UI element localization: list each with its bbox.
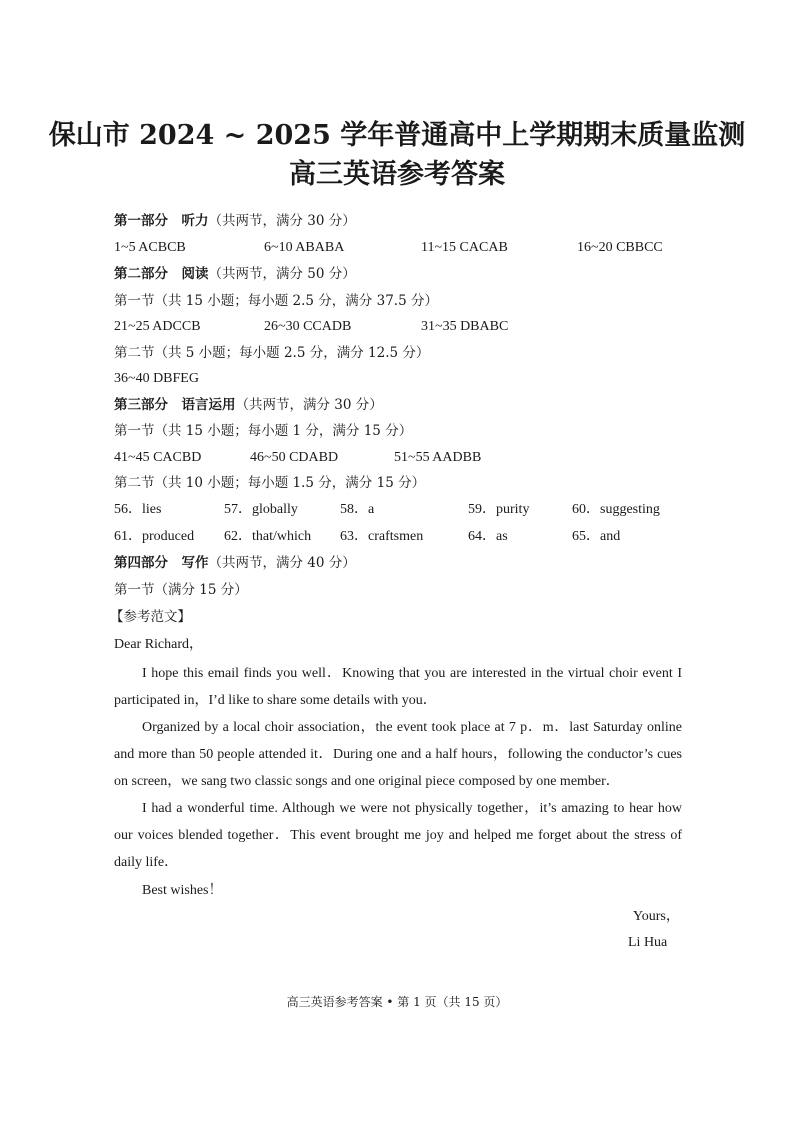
part3-section2: 第二节（共 10 小题；每小题 1.5 分，满分 15 分） [114,475,426,491]
answer-item: 56．lies [114,502,162,517]
answer-group: 11~15 CACAB [421,240,508,255]
letter-salutation: Dear Richard， [114,637,204,652]
answer-group: 21~25 ADCCB [114,319,201,334]
letter-paragraph: I hope this email finds you well．Knowing that you are interested in the virtual choir event I participated in，I’d like to share some details with you． [114,666,682,708]
part4-heading: 第四部分 写作 [114,555,209,571]
answer-group: 31~35 DBABC [421,319,509,334]
letter-wishes: Best wishes！ [142,883,223,898]
letter-signature: Li Hua [628,935,668,950]
letter-signoff: Yours， [633,909,680,924]
answer-group: 46~50 CDABD [250,450,339,465]
answer-item: 63．craftsmen [340,529,424,544]
page-title: 保山市 2024 ~ 2025 学年普通高中上学期期末质量监测 [48,120,746,151]
part4-section1: 第一节（满分 15 分） [114,582,248,598]
answer-item: 65．and [572,529,621,544]
part1-heading: 第一部分 听力 [114,213,209,229]
answer-item: 61．produced [114,529,195,544]
part1-note: （共两节，满分 30 分） [208,213,356,229]
part1-header [114,212,356,230]
answer-item: 64．as [468,529,508,544]
answer-group: 36~40 DBFEG [114,371,199,386]
answer-item: 59．purity [468,502,530,517]
sample-essay-label: 【参考范文】 [110,609,191,625]
answer-group: 51~55 AADBB [394,450,482,465]
answer-group: 6~10 ABABA [264,240,345,255]
part3-note: （共两节，满分 30 分） [235,397,383,413]
part2-section2: 第二节（共 5 小题；每小题 2.5 分，满分 12.5 分） [114,345,430,361]
part2-header [114,265,356,283]
answer-item: 62．that/which [224,529,312,544]
answer-item: 58．a [340,502,375,517]
letter-paragraph: I had a wonderful time. Although we were not physically together，it’s amazing to hear how our voices blended together．This event brought me joy and helped me forget about the stress of daily life． [114,801,682,870]
page-subtitle: 高三英语参考答案 [289,159,505,190]
part4-note: （共两节，满分 40 分） [208,555,356,571]
letter-paragraph: Organized by a local choir association，the event took place at 7 p．m．last Saturday online and more than 50 people attended it．During one and a half hours，following the conductor’s cues on screen，we sang two classic songs and one original piece composed by one member． [114,720,682,789]
part3-section1: 第一节（共 15 小题；每小题 1 分，满分 15 分） [114,423,413,439]
part3-heading: 第三部分 语言运用 [114,397,236,413]
part2-note: （共两节，满分 50 分） [208,266,356,282]
page-footer: 高三英语参考答案 • 第 1 页（共 15 页） [286,995,508,1009]
part3-header [114,396,383,414]
answer-group: 16~20 CBBCC [577,240,663,255]
answer-group: 41~45 CACBD [114,450,202,465]
answer-group: 26~30 CCADB [264,319,352,334]
part2-heading: 第二部分 阅读 [114,266,209,282]
part4-header [114,554,356,572]
answer-item: 57．globally [224,502,298,517]
answer-item: 60．suggesting [572,502,660,517]
part2-section1: 第一节（共 15 小题；每小题 2.5 分，满分 37.5 分） [114,293,438,309]
answer-group: 1~5 ACBCB [114,240,186,255]
